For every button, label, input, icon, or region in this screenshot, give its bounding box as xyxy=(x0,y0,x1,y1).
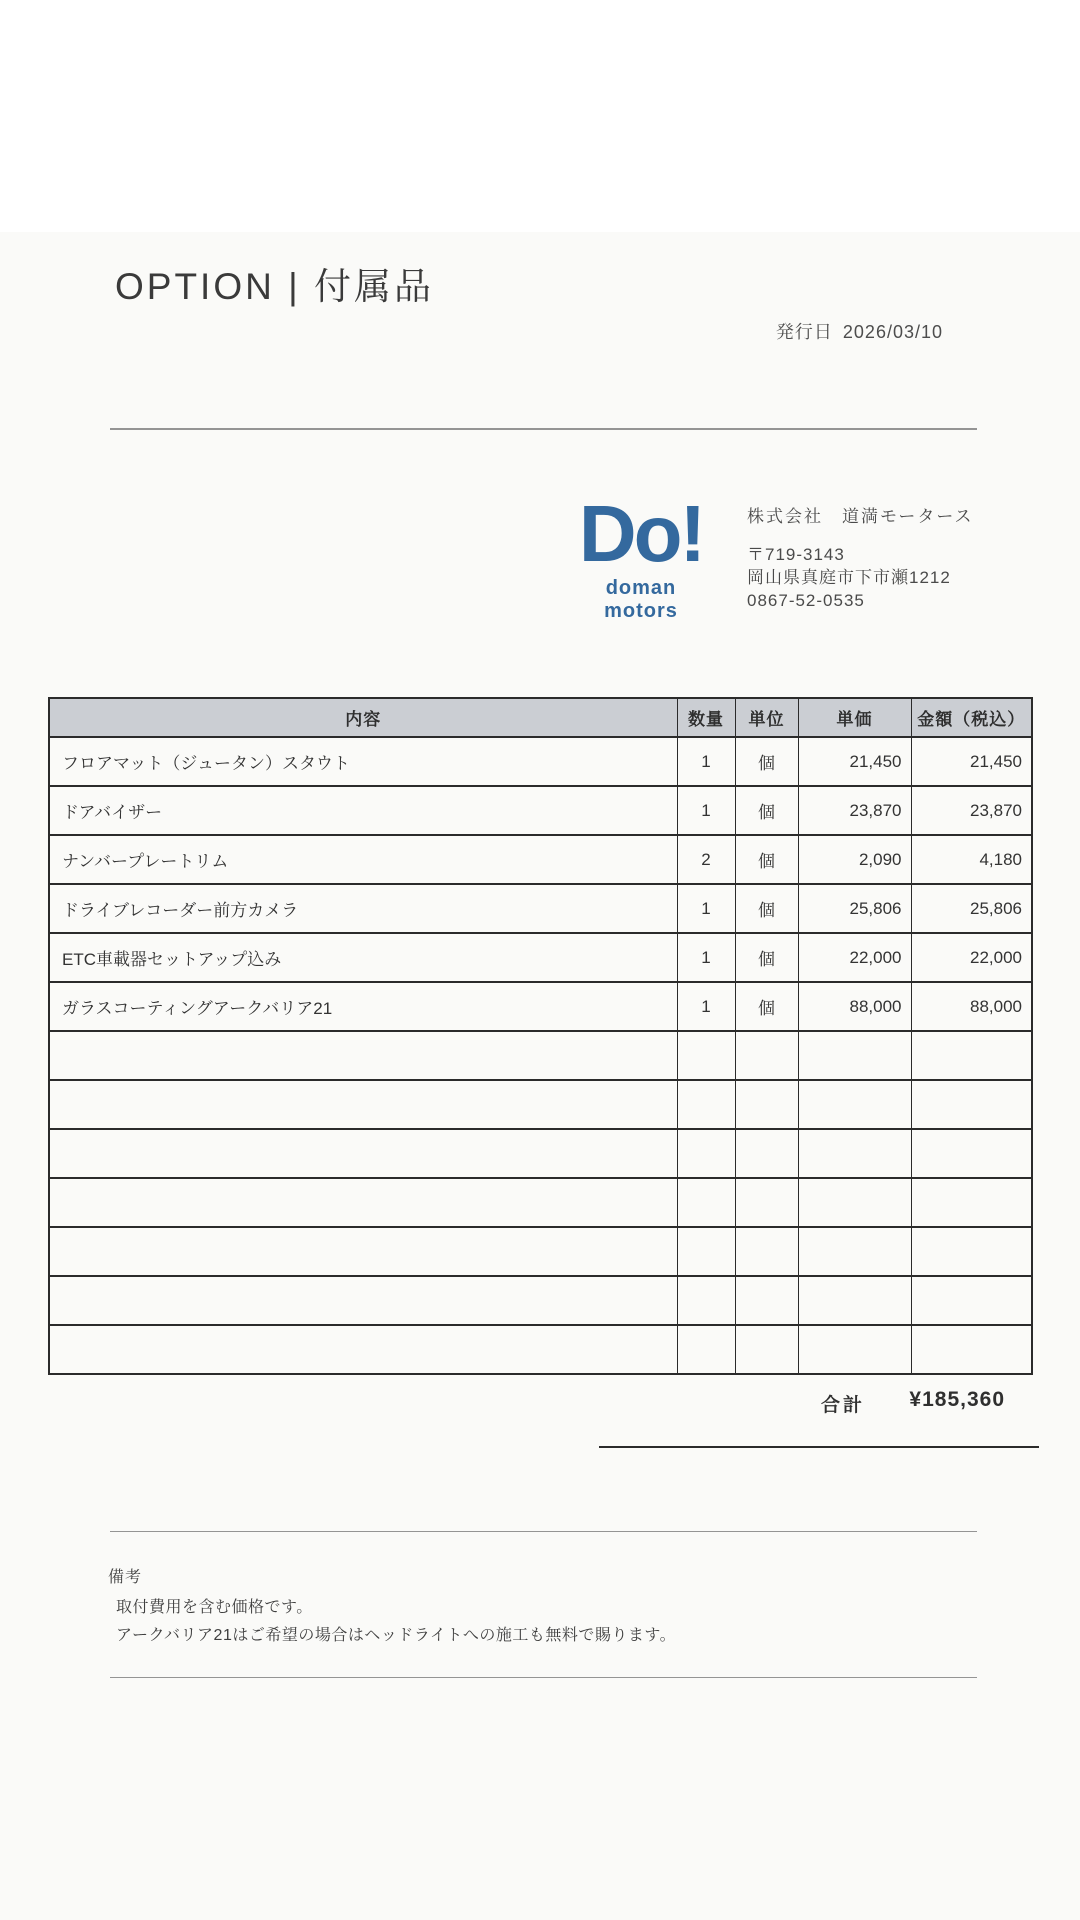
item-name-cell xyxy=(49,1227,677,1276)
item-unit-price-cell: 2,090 xyxy=(798,835,911,884)
company-phone: 0867-52-0535 xyxy=(747,591,865,610)
total-label: 合計 xyxy=(821,1395,866,1416)
item-name-cell: ドアバイザー xyxy=(49,786,677,835)
items-table-header-row xyxy=(49,698,1032,737)
items-table xyxy=(48,697,1033,1375)
item-name-cell xyxy=(49,1276,677,1325)
item-amount-cell: 22,000 xyxy=(911,933,1032,982)
item-unit-price-cell xyxy=(798,1178,911,1227)
item-unit-price-cell: 21,450 xyxy=(798,737,911,786)
item-unit-price-cell: 88,000 xyxy=(798,982,911,1031)
company-address: 岡山県真庭市下市瀬1212 xyxy=(747,568,951,587)
item-unit-cell: 個 xyxy=(735,884,798,933)
company-name: 株式会社 道満モータース xyxy=(747,507,974,526)
item-unit-cell xyxy=(735,1129,798,1178)
column-header-0: 内容 xyxy=(49,698,677,737)
item-unit-price-cell: 25,806 xyxy=(798,884,911,933)
table-row xyxy=(49,786,1032,835)
item-quantity-cell: 1 xyxy=(677,737,735,786)
item-unit-price-cell xyxy=(798,1325,911,1374)
item-quantity-cell xyxy=(677,1031,735,1080)
item-amount-cell xyxy=(911,1276,1032,1325)
table-row-empty xyxy=(49,1325,1032,1374)
item-quantity-cell: 1 xyxy=(677,982,735,1031)
item-quantity-cell xyxy=(677,1276,735,1325)
item-name-cell xyxy=(49,1325,677,1374)
item-amount-cell xyxy=(911,1178,1032,1227)
item-quantity-cell xyxy=(677,1227,735,1276)
item-unit-cell: 個 xyxy=(735,786,798,835)
column-header-1: 数量 xyxy=(677,698,735,737)
item-name-cell xyxy=(49,1031,677,1080)
issue-date-label: 発行日 xyxy=(775,322,833,342)
item-unit-cell: 個 xyxy=(735,835,798,884)
company-postal-code: 〒719-3143 xyxy=(747,545,845,564)
item-amount-cell xyxy=(911,1080,1032,1129)
item-name-cell xyxy=(49,1080,677,1129)
table-row xyxy=(49,737,1032,786)
item-amount-cell xyxy=(911,1227,1032,1276)
notes-title: 備考 xyxy=(108,1569,143,1586)
table-row-empty xyxy=(49,1031,1032,1080)
item-unit-cell: 個 xyxy=(735,982,798,1031)
item-quantity-cell xyxy=(677,1178,735,1227)
page-title: OPTION | 付属品 xyxy=(115,266,435,307)
item-amount-cell xyxy=(911,1031,1032,1080)
item-unit-cell xyxy=(735,1178,798,1227)
item-quantity-cell xyxy=(677,1080,735,1129)
item-unit-cell xyxy=(735,1080,798,1129)
item-name-cell: ナンバープレートリム xyxy=(49,835,677,884)
issue-date xyxy=(776,318,943,344)
item-quantity-cell: 2 xyxy=(677,835,735,884)
table-row xyxy=(49,835,1032,884)
item-unit-cell xyxy=(735,1325,798,1374)
item-amount-cell: 21,450 xyxy=(911,737,1032,786)
item-name-cell: ETC車載器セットアップ込み xyxy=(49,933,677,982)
item-unit-cell: 個 xyxy=(735,737,798,786)
item-amount-cell: 4,180 xyxy=(911,835,1032,884)
item-unit-price-cell: 23,870 xyxy=(798,786,911,835)
table-body xyxy=(49,737,1032,1374)
item-name-cell: フロアマット（ジュータン）スタウト xyxy=(49,737,677,786)
item-unit-price-cell xyxy=(798,1227,911,1276)
item-name-cell xyxy=(49,1178,677,1227)
item-quantity-cell xyxy=(677,1129,735,1178)
notes-divider-top xyxy=(110,1531,977,1532)
notes-divider-bottom xyxy=(110,1677,977,1678)
notes-body xyxy=(116,1594,676,1650)
table-row-empty xyxy=(49,1178,1032,1227)
note-line-1: アークバリア21はご希望の場合はヘッドライトへの施工も無料で賜ります。 xyxy=(116,1627,677,1644)
column-header-4: 金額（税込） xyxy=(911,698,1032,737)
table-row-empty xyxy=(49,1129,1032,1178)
table-row xyxy=(49,933,1032,982)
item-unit-price-cell: 22,000 xyxy=(798,933,911,982)
table-row xyxy=(49,982,1032,1031)
issue-date-value: 2026/03/10 xyxy=(842,322,943,342)
item-name-cell xyxy=(49,1129,677,1178)
item-quantity-cell: 1 xyxy=(677,786,735,835)
item-name-cell: ドライブレコーダー前方カメラ xyxy=(49,884,677,933)
total-value: ¥185,360 xyxy=(909,1388,1005,1411)
column-header-2: 単位 xyxy=(735,698,798,737)
table-row-empty xyxy=(49,1080,1032,1129)
total-underline xyxy=(599,1446,1039,1448)
logo-subtext: doman motors xyxy=(604,577,678,622)
column-header-3: 単価 xyxy=(798,698,911,737)
item-unit-cell xyxy=(735,1276,798,1325)
logo-do-wordmark: Do! xyxy=(578,489,704,578)
item-quantity-cell: 1 xyxy=(677,933,735,982)
item-amount-cell: 23,870 xyxy=(911,786,1032,835)
note-line-0: 取付費用を含む価格です。 xyxy=(116,1599,313,1616)
item-amount-cell xyxy=(911,1325,1032,1374)
page-top-margin xyxy=(0,0,1080,232)
table-row xyxy=(49,884,1032,933)
table-row-empty xyxy=(49,1227,1032,1276)
item-unit-price-cell xyxy=(798,1080,911,1129)
item-unit-cell xyxy=(735,1031,798,1080)
item-amount-cell xyxy=(911,1129,1032,1178)
item-unit-price-cell xyxy=(798,1129,911,1178)
item-quantity-cell xyxy=(677,1325,735,1374)
item-amount-cell: 25,806 xyxy=(911,884,1032,933)
title-divider xyxy=(110,428,977,430)
company-logo xyxy=(566,489,716,623)
table-row-empty xyxy=(49,1276,1032,1325)
company-info xyxy=(747,502,973,612)
item-unit-cell: 個 xyxy=(735,933,798,982)
item-unit-price-cell xyxy=(798,1031,911,1080)
item-quantity-cell: 1 xyxy=(677,884,735,933)
item-unit-cell xyxy=(735,1227,798,1276)
item-name-cell: ガラスコーティングアークバリア21 xyxy=(49,982,677,1031)
item-amount-cell: 88,000 xyxy=(911,982,1032,1031)
item-unit-price-cell xyxy=(798,1276,911,1325)
